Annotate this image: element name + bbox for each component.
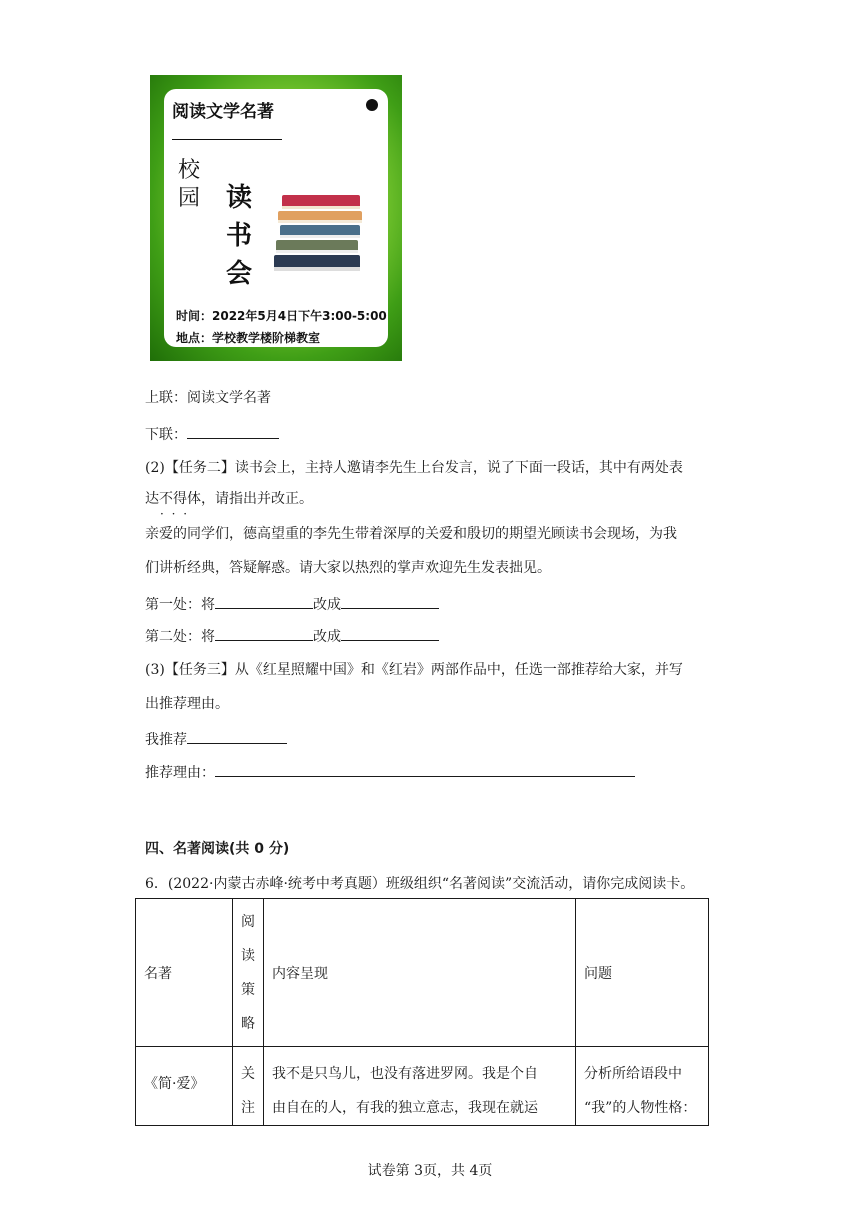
- first-label: 第一处：将: [145, 597, 215, 613]
- book-stack-icon: [274, 189, 374, 279]
- recommend-label: 我推荐: [145, 732, 187, 748]
- task2-prompt-line2: [145, 489, 313, 509]
- task2-line2-a: 达: [145, 491, 159, 507]
- couplet-upper: 上联：阅读文学名著: [145, 390, 271, 406]
- second-change-to: 改成: [313, 629, 341, 645]
- row-content-line1: 我不是只鸟儿，也没有落进罗网。我是个自: [272, 1066, 538, 1082]
- poster-title: 阅读文学名著: [172, 102, 274, 122]
- row-question-line1: 分析所给语段中: [584, 1066, 682, 1082]
- poster-dot-icon: [366, 99, 378, 111]
- header-book: 名著: [136, 899, 233, 1047]
- second-label: 第二处：将: [145, 629, 215, 645]
- poster-time: 时间：2022年5月4日下午3:00-5:00: [176, 309, 387, 323]
- couplet-lower-blank[interactable]: [187, 423, 279, 439]
- first-original-blank[interactable]: [215, 593, 313, 609]
- row-question: [576, 1047, 709, 1126]
- task2-speech-line2: 们讲析经典，答疑解惑。请大家以热烈的掌声欢迎先生发表拙见。: [145, 560, 551, 576]
- table-row: [136, 1047, 709, 1126]
- poster-reading-club: 读书会: [226, 183, 253, 289]
- reading-card-table: [135, 898, 709, 1126]
- poster-place: 地点：学校教学楼阶梯教室: [176, 331, 321, 345]
- poster-campus: 校园: [178, 158, 201, 211]
- row-question-line2: “我”的人物性格：: [584, 1100, 697, 1116]
- header-question: 问题: [576, 899, 709, 1047]
- task2-line2-b: ，请指出并改正。: [201, 491, 313, 507]
- task3-prompt-line2: 出推荐理由。: [145, 696, 229, 712]
- poster-card: [164, 89, 388, 347]
- question6: 6．(2022·内蒙古赤峰·统考中考真题）班级组织“名著阅读”交流活动，请你完成阅读卡。: [145, 876, 695, 892]
- reason-blank[interactable]: [215, 761, 635, 777]
- section4-heading: 四、名著阅读(共 0 分): [145, 841, 290, 857]
- reason-label: 推荐理由：: [145, 765, 215, 781]
- first-change-to: 改成: [313, 597, 341, 613]
- first-corrected-blank[interactable]: [341, 593, 439, 609]
- recommend-blank[interactable]: [187, 728, 287, 744]
- second-corrected-blank[interactable]: [341, 625, 439, 641]
- task2-emphasis: 不得体 · · ·: [159, 489, 201, 509]
- poster-divider: [172, 139, 282, 140]
- task2-second: [145, 625, 439, 647]
- table-header-row: [136, 899, 709, 1047]
- couplet-lower: [145, 423, 279, 445]
- row-content: [264, 1047, 576, 1126]
- page-footer: 试卷第 3页，共 4页: [367, 1163, 493, 1179]
- task3-reason: [145, 761, 635, 783]
- row-book: 《简·爱》: [136, 1047, 233, 1126]
- row-strategy: [233, 1047, 264, 1126]
- header-strategy: [233, 899, 264, 1047]
- task2-prompt-line1: (2)【任务二】读书会上，主持人邀请李先生上台发言，说了下面一段话，其中有两处表: [145, 460, 683, 476]
- row-strategy-text: 关 注: [241, 1066, 255, 1116]
- couplet-lower-label: 下联：: [145, 427, 187, 443]
- header-strategy-text: 阅 读 策 略: [241, 913, 255, 1032]
- task3-prompt-line1: (3)【任务三】从《红星照耀中国》和《红岩》两部作品中，任选一部推荐给大家，并写: [145, 662, 683, 678]
- task2-speech-line1: 亲爱的同学们，德高望重的李先生带着深厚的关爱和殷切的期望光顾读书会现场，为我: [145, 526, 677, 542]
- task2-first: [145, 593, 439, 615]
- row-content-line2: 由自在的人，有我的独立意志，我现在就运: [272, 1100, 538, 1116]
- reading-club-poster: [150, 75, 402, 361]
- header-content: 内容呈现: [264, 899, 576, 1047]
- second-original-blank[interactable]: [215, 625, 313, 641]
- task3-recommend: [145, 728, 287, 750]
